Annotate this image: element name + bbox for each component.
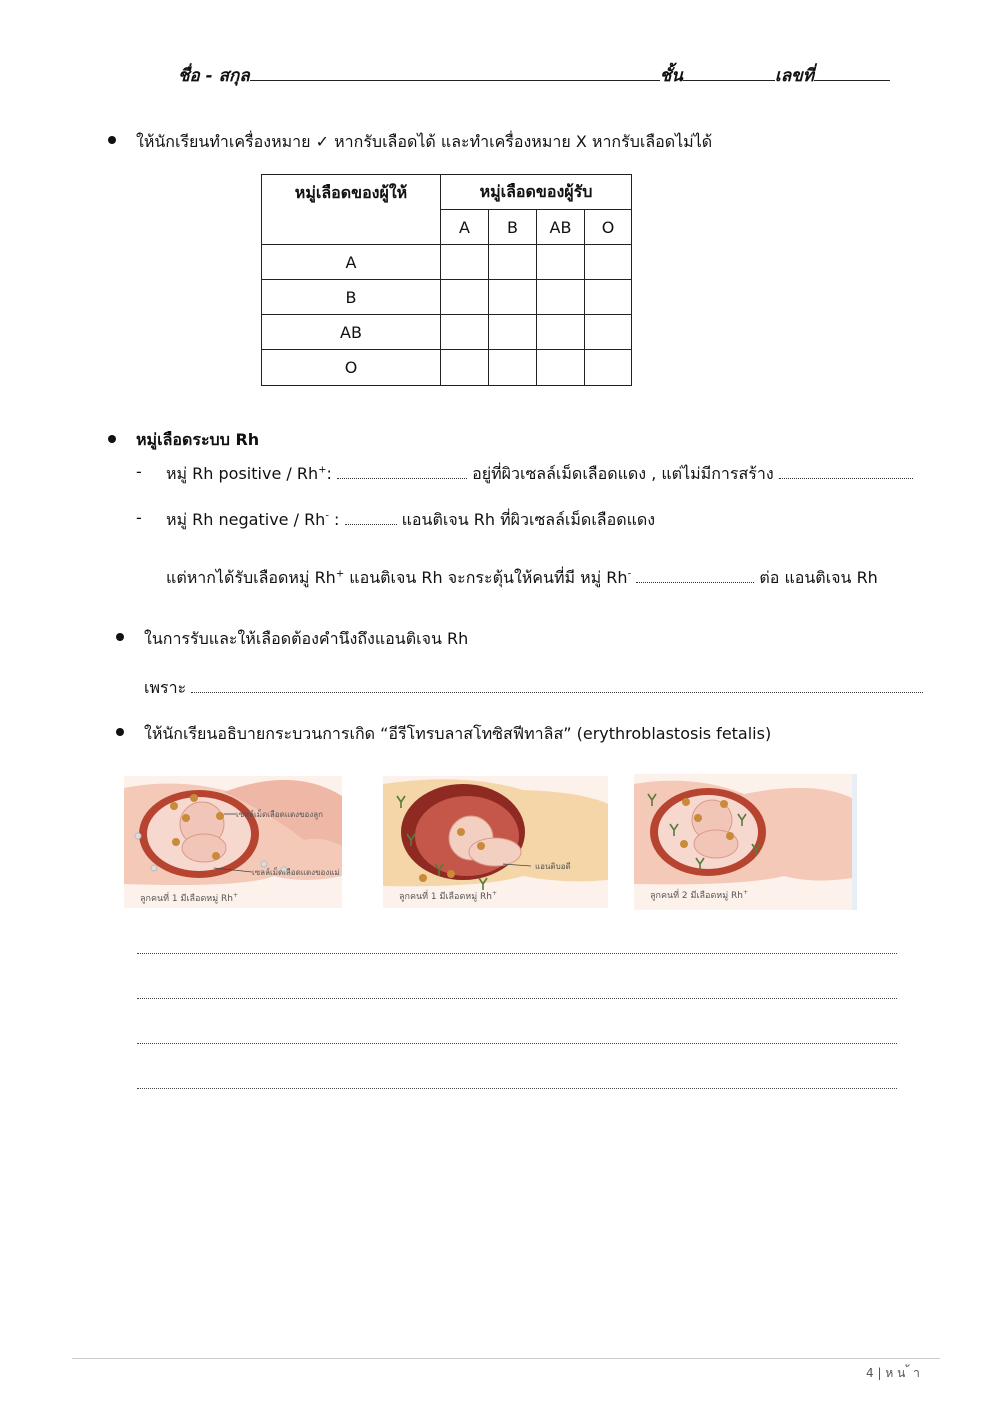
img2-label: แอนติบอดี bbox=[535, 862, 571, 871]
footer-separator: | bbox=[877, 1366, 882, 1380]
recipient-col-ab: AB bbox=[537, 210, 585, 245]
rh-positive-blank-1[interactable] bbox=[337, 464, 467, 479]
bullet-icon bbox=[108, 435, 116, 443]
answer-cell[interactable] bbox=[537, 245, 585, 280]
q3-because-line bbox=[144, 676, 923, 701]
img2-caption bbox=[399, 889, 497, 903]
q4-text: ให้นักเรียนอธิบายกระบวนการเกิด “อีรีโทรบลาสโทซิสฟีทาลิส” (erythroblastosis fetalis) bbox=[144, 724, 772, 743]
footer-divider bbox=[72, 1358, 940, 1359]
q3-because-label: เพราะ bbox=[144, 678, 187, 697]
img2-caption-text: ลูกคนที่ 1 มีเลือดหมู่ Rh bbox=[399, 892, 492, 902]
img1-label-top: เซลล์เม็ดเลือดแดงของลูก bbox=[236, 810, 323, 819]
number-label: เลขที่ bbox=[774, 66, 814, 86]
name-field[interactable] bbox=[250, 62, 660, 81]
q1-instruction: ให้นักเรียนทำเครื่องหมาย ✓ หากรับเลือดได้ และทำเครื่องหมาย X หากรับเลือดไม่ได้ bbox=[136, 132, 713, 151]
rh-negative-colon: : bbox=[328, 510, 340, 529]
rh-line3-b: แอนติเจน Rh จะกระตุ้นให้คนที่มี หมู่ Rh bbox=[344, 568, 628, 587]
name-label: ชื่อ - สกุล bbox=[178, 66, 250, 86]
answer-cell[interactable] bbox=[489, 280, 537, 315]
answer-cell[interactable] bbox=[489, 315, 537, 350]
answer-cell[interactable] bbox=[585, 350, 632, 386]
rh-positive-mid: อยู่ที่ผิวเซลล์เม็ดเลือดแดง , แต่ไม่มีการสร้าง bbox=[472, 464, 774, 483]
rh-positive-colon: : bbox=[326, 464, 332, 483]
rh-positive-blank-2[interactable] bbox=[779, 464, 913, 479]
img3-caption-sup: + bbox=[742, 889, 749, 896]
answer-cell[interactable] bbox=[537, 280, 585, 315]
rh-dash: - bbox=[136, 462, 142, 481]
bullet-icon bbox=[108, 136, 116, 144]
table-row bbox=[262, 245, 632, 280]
img1-caption bbox=[140, 891, 238, 905]
class-label: ชั้น bbox=[659, 66, 683, 86]
bullet-icon bbox=[116, 728, 124, 736]
answer-cell[interactable] bbox=[537, 315, 585, 350]
rh-line3-sup2: - bbox=[627, 568, 632, 580]
bullet-icon bbox=[116, 633, 124, 641]
rh-negative-label: หมู่ Rh negative / Rh bbox=[166, 510, 326, 529]
img1-caption-text: ลูกคนที่ 1 มีเลือดหมู่ Rh bbox=[140, 894, 233, 904]
answer-line[interactable] bbox=[137, 1043, 897, 1044]
donor-row-a: A bbox=[262, 245, 441, 280]
table-row bbox=[262, 350, 632, 386]
page-number: 4 bbox=[866, 1366, 874, 1380]
rh-line3-c: ต่อ แอนติเจน Rh bbox=[759, 568, 878, 587]
rh-title: หมู่เลือดระบบ Rh bbox=[136, 430, 260, 449]
answer-cell[interactable] bbox=[441, 350, 489, 386]
page-footer bbox=[866, 1364, 920, 1383]
rh-positive-label: หมู่ Rh positive / Rh bbox=[166, 464, 319, 483]
blood-compatibility-table bbox=[261, 174, 632, 386]
answer-cell[interactable] bbox=[441, 280, 489, 315]
recipient-col-a: A bbox=[441, 210, 489, 245]
student-info-header bbox=[178, 62, 890, 89]
pregnancy-illustration-1 bbox=[124, 776, 342, 908]
diagram-image-1 bbox=[124, 776, 342, 908]
img3-caption-text: ลูกคนที่ 2 มีเลือดหมู่ Rh bbox=[650, 891, 743, 901]
rh-line3 bbox=[166, 566, 878, 591]
answer-cell[interactable] bbox=[537, 350, 585, 386]
rh-line3-blank[interactable] bbox=[636, 568, 754, 583]
q3-answer-blank[interactable] bbox=[191, 678, 923, 693]
table-row bbox=[262, 280, 632, 315]
rh-negative-blank[interactable] bbox=[345, 510, 397, 525]
donor-row-ab: AB bbox=[262, 315, 441, 350]
table-row bbox=[262, 315, 632, 350]
recipient-col-o: O bbox=[585, 210, 632, 245]
recipient-col-b: B bbox=[489, 210, 537, 245]
img1-label-bottom: เซลล์เม็ดเลือดแดงของแม่ bbox=[252, 868, 340, 877]
diagram-image-2 bbox=[383, 776, 608, 908]
number-field[interactable] bbox=[814, 62, 890, 81]
answer-cell[interactable] bbox=[585, 315, 632, 350]
recipient-header: หมู่เลือดของผู้รับ bbox=[441, 175, 632, 210]
rh-positive-line bbox=[166, 462, 913, 487]
rh-positive-sup: + bbox=[318, 464, 327, 476]
rh-negative-sup: - bbox=[325, 510, 329, 522]
rh-line3-a: แต่หากได้รับเลือดหมู่ Rh bbox=[166, 568, 336, 587]
answer-cell[interactable] bbox=[585, 280, 632, 315]
q3-text: ในการรับและให้เลือดต้องคำนึงถึงแอนติเจน Rh bbox=[144, 629, 469, 648]
donor-row-b: B bbox=[262, 280, 441, 315]
rh-negative-rest: แอนติเจน Rh ที่ผิวเซลล์เม็ดเลือดแดง bbox=[401, 510, 656, 529]
rh-dash: - bbox=[136, 508, 142, 527]
diagram-image-3 bbox=[634, 774, 857, 910]
donor-header: หมู่เลือดของผู้ให้ bbox=[262, 175, 441, 245]
answer-line[interactable] bbox=[137, 953, 897, 954]
donor-row-o: O bbox=[262, 350, 441, 386]
answer-cell[interactable] bbox=[489, 245, 537, 280]
answer-line[interactable] bbox=[137, 998, 897, 999]
answer-cell[interactable] bbox=[585, 245, 632, 280]
answer-cell[interactable] bbox=[489, 350, 537, 386]
rh-negative-line bbox=[166, 508, 655, 533]
img3-caption bbox=[650, 888, 748, 902]
page-word: ห น ้ า bbox=[885, 1366, 920, 1380]
answer-line[interactable] bbox=[137, 1088, 897, 1089]
img2-caption-sup: + bbox=[491, 890, 498, 897]
img1-caption-sup: + bbox=[232, 892, 239, 899]
rh-line3-sup1: + bbox=[335, 568, 345, 580]
class-field[interactable] bbox=[683, 62, 775, 81]
answer-cell[interactable] bbox=[441, 315, 489, 350]
answer-cell[interactable] bbox=[441, 245, 489, 280]
